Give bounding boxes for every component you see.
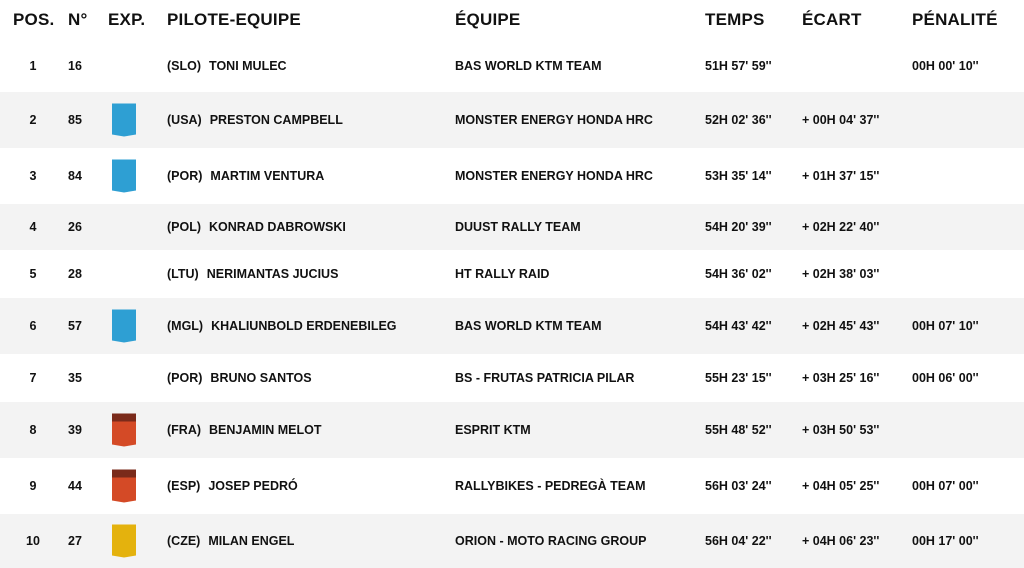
pilot-nationality: (MGL) (167, 319, 204, 333)
cell-pos: 4 (29, 220, 37, 234)
table-header (0, 0, 1024, 40)
cell-team[interactable]: BS - FRUTAS PATRICIA PILAR (455, 371, 635, 385)
pilot-name: MARTIM VENTURA (210, 169, 325, 183)
cell-pos: 7 (29, 371, 37, 385)
cell-pos: 3 (29, 169, 37, 183)
pilot-nationality: (POR) (167, 371, 203, 385)
cell-num: 27 (68, 534, 82, 548)
cell-team[interactable]: ESPRIT KTM (455, 423, 531, 437)
cell-pilot[interactable] (167, 59, 287, 73)
cell-time: 55H 48' 52'' (705, 423, 772, 437)
pilot-name: NERIMANTAS JUCIUS (206, 267, 339, 281)
table-row[interactable] (0, 40, 1024, 92)
cell-gap: + 03H 50' 53'' (802, 423, 880, 437)
cell-gap: + 04H 06' 23'' (802, 534, 880, 548)
cell-gap: + 03H 25' 16'' (802, 371, 880, 385)
experience-badge-yellow-icon (112, 525, 136, 558)
experience-badge-red-icon (112, 470, 136, 503)
cell-gap: + 04H 05' 25'' (802, 479, 880, 493)
pilot-nationality: (SLO) (167, 59, 202, 73)
cell-pilot[interactable] (167, 169, 324, 183)
table-row[interactable] (0, 92, 1024, 148)
cell-num: 28 (68, 267, 82, 281)
cell-pilot[interactable] (167, 267, 338, 281)
table-row[interactable] (0, 458, 1024, 514)
cell-time: 54H 36' 02'' (705, 267, 772, 281)
cell-num: 84 (68, 169, 82, 183)
cell-gap: + 02H 22' 40'' (802, 220, 880, 234)
cell-pos: 6 (29, 319, 37, 333)
header-pilot: PILOTE-EQUIPE (167, 10, 301, 29)
cell-penalty: 00H 07' 00'' (912, 479, 979, 493)
cell-gap: + 02H 45' 43'' (802, 319, 880, 333)
pilot-name: BRUNO SANTOS (210, 371, 312, 385)
cell-num: 85 (68, 113, 82, 127)
cell-team[interactable]: HT RALLY RAID (455, 267, 550, 281)
cell-pos: 2 (29, 113, 37, 127)
cell-time: 55H 23' 15'' (705, 371, 772, 385)
cell-team[interactable]: DUUST RALLY TEAM (455, 220, 581, 234)
pilot-name: KHALIUNBOLD ERDENEBILEG (211, 319, 397, 333)
pilot-name: MILAN ENGEL (208, 534, 295, 548)
pilot-nationality: (ESP) (167, 479, 201, 493)
cell-pilot[interactable] (167, 479, 298, 493)
pilot-nationality: (POR) (167, 169, 203, 183)
pilot-name: TONI MULEC (209, 59, 287, 73)
cell-team[interactable]: MONSTER ENERGY HONDA HRC (455, 113, 653, 127)
cell-penalty: 00H 00' 10'' (912, 59, 979, 73)
cell-num: 57 (68, 319, 82, 333)
cell-pos: 10 (26, 534, 40, 548)
pilot-nationality: (LTU) (167, 267, 199, 281)
cell-time: 54H 43' 42'' (705, 319, 772, 333)
cell-num: 44 (68, 479, 82, 493)
table-row[interactable] (0, 402, 1024, 458)
cell-pilot[interactable] (167, 371, 312, 385)
cell-penalty: 00H 07' 10'' (912, 319, 979, 333)
pilot-name: PRESTON CAMPBELL (209, 113, 343, 127)
table-row[interactable] (0, 204, 1024, 250)
cell-team[interactable]: ORION - MOTO RACING GROUP (455, 534, 647, 548)
cell-pilot[interactable] (167, 534, 294, 548)
cell-num: 39 (68, 423, 82, 437)
experience-badge-blue-icon (112, 310, 136, 343)
cell-time: 56H 04' 22'' (705, 534, 772, 548)
cell-penalty: 00H 17' 00'' (912, 534, 979, 548)
cell-pos: 5 (29, 267, 37, 281)
pilot-nationality: (POL) (167, 220, 202, 234)
cell-time: 56H 03' 24'' (705, 479, 772, 493)
cell-time: 54H 20' 39'' (705, 220, 772, 234)
cell-pilot[interactable] (167, 423, 322, 437)
cell-team[interactable]: BAS WORLD KTM TEAM (455, 319, 602, 333)
header-team: ÉQUIPE (455, 10, 521, 29)
header-penalty: PÉNALITÉ (912, 10, 998, 29)
header-gap: ÉCART (802, 10, 862, 29)
pilot-name: JOSEP PEDRÓ (208, 479, 298, 493)
cell-time: 51H 57' 59'' (705, 59, 772, 73)
pilot-nationality: (USA) (167, 113, 202, 127)
header-time: TEMPS (705, 10, 765, 29)
experience-badge-red-icon (112, 414, 136, 447)
header-num: N° (68, 10, 88, 29)
table-row[interactable] (0, 250, 1024, 298)
table-row[interactable] (0, 514, 1024, 568)
cell-pos: 8 (29, 423, 37, 437)
cell-pos: 1 (29, 59, 37, 73)
pilot-name: KONRAD DABROWSKI (209, 220, 346, 234)
cell-penalty: 00H 06' 00'' (912, 371, 979, 385)
cell-team[interactable]: MONSTER ENERGY HONDA HRC (455, 169, 653, 183)
cell-team[interactable]: BAS WORLD KTM TEAM (455, 59, 602, 73)
table-row[interactable] (0, 298, 1024, 354)
header-pos: POS. (13, 10, 55, 29)
cell-gap: + 01H 37' 15'' (802, 169, 880, 183)
experience-badge-blue-icon (112, 104, 136, 137)
table-row[interactable] (0, 148, 1024, 204)
cell-num: 26 (68, 220, 82, 234)
experience-badge-blue-icon (112, 160, 136, 193)
table-row[interactable] (0, 354, 1024, 402)
cell-gap: + 02H 38' 03'' (802, 267, 880, 281)
header-exp: EXP. (108, 10, 146, 29)
cell-pilot[interactable] (167, 113, 343, 127)
cell-num: 16 (68, 59, 82, 73)
cell-gap: + 00H 04' 37'' (802, 113, 880, 127)
cell-pilot[interactable] (167, 319, 397, 333)
cell-num: 35 (68, 371, 82, 385)
pilot-name: BENJAMIN MELOT (209, 423, 322, 437)
pilot-nationality: (CZE) (167, 534, 201, 548)
cell-pos: 9 (29, 479, 37, 493)
cell-time: 52H 02' 36'' (705, 113, 772, 127)
pilot-nationality: (FRA) (167, 423, 202, 437)
cell-pilot[interactable] (167, 220, 346, 234)
cell-time: 53H 35' 14'' (705, 169, 772, 183)
cell-team[interactable]: RALLYBIKES - PEDREGÀ TEAM (455, 479, 646, 493)
